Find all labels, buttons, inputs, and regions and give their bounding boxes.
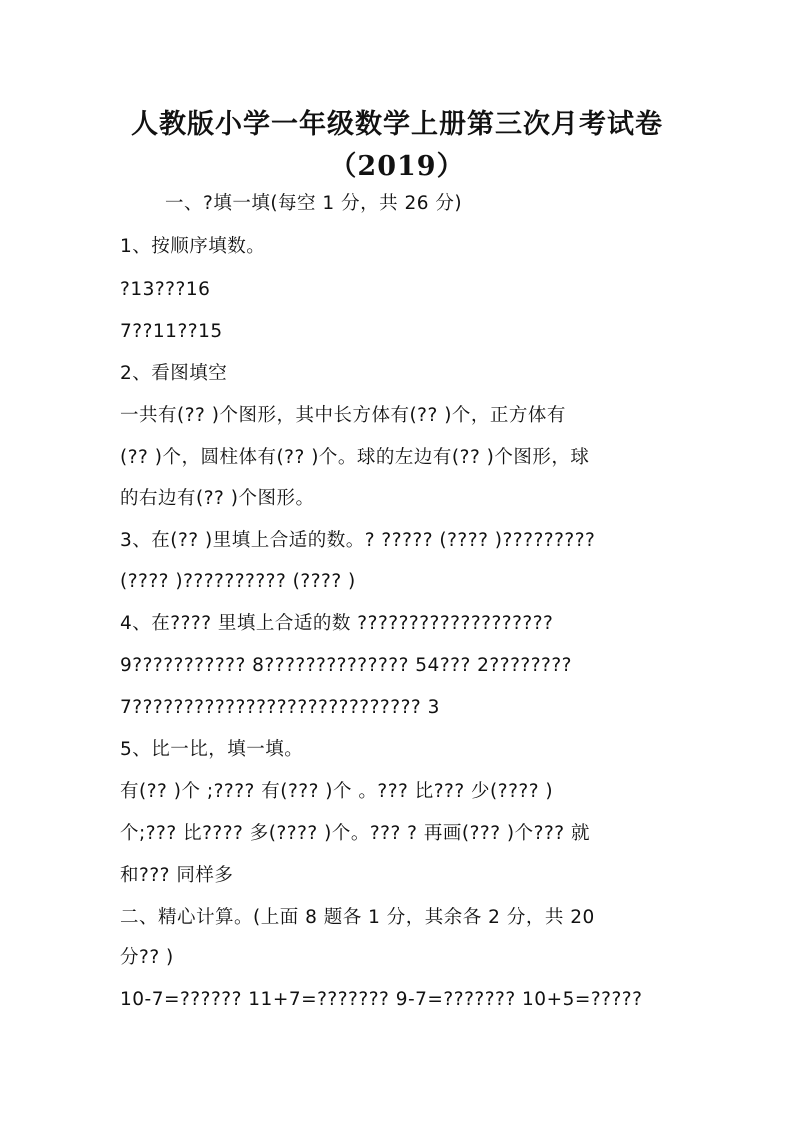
- document-title-year: （2019）: [329, 151, 465, 182]
- question-2-heading: 2、看图填空: [120, 363, 228, 384]
- question-1-row-2: 7??11??15: [120, 321, 223, 342]
- section-heading-fill-in: 一、?填一填(每空 1 分，共 26 分): [165, 193, 463, 214]
- question-1-heading: 1、按顺序填数。: [120, 236, 266, 257]
- question-5-heading: 5、比一比，填一填。: [120, 739, 304, 760]
- question-2-line-2: (?? )个，圆柱体有(?? )个。球的左边有(?? )个图形，球: [120, 447, 590, 468]
- document-title: 人教版小学一年级数学上册第三次月考试卷: [131, 109, 663, 140]
- question-5-line-2: 个;??? 比???? 多(???? )个。??? ? 再画(??? )个??? 就: [120, 823, 590, 844]
- question-4-line-2: 9??????????? 8?????????????? 54??? 2????????: [120, 655, 572, 676]
- section-heading-calculation-cont: 分?? ): [120, 947, 174, 968]
- question-2-line-1: 一共有(?? )个图形，其中长方体有(?? )个，正方体有: [120, 405, 566, 426]
- section-heading-calculation: 二、精心计算。(上面 8 题各 1 分，其余各 2 分，共 20: [120, 907, 595, 928]
- question-4-line-3: 7???????????????????????????? 3: [120, 697, 440, 718]
- question-5-line-1: 有(?? )个 ;???? 有(??? )个 。??? 比??? 少(???? ): [120, 781, 554, 802]
- question-3-line-2: (???? )?????????? (???? ): [120, 571, 356, 592]
- question-2-line-3: 的右边有(?? )个图形。: [120, 488, 315, 509]
- question-4-line-1: 4、在???? 里填上合适的数 ???????????????????: [120, 613, 554, 634]
- question-5-line-3: 和??? 同样多: [120, 865, 234, 886]
- calculation-row-1: 10-7=?????? 11+7=??????? 9-7=??????? 10+5=?????: [120, 989, 643, 1010]
- question-1-row-1: ?13???16: [120, 279, 211, 300]
- question-3-line-1: 3、在(?? )里填上合适的数。? ????? (???? )?????????: [120, 530, 596, 551]
